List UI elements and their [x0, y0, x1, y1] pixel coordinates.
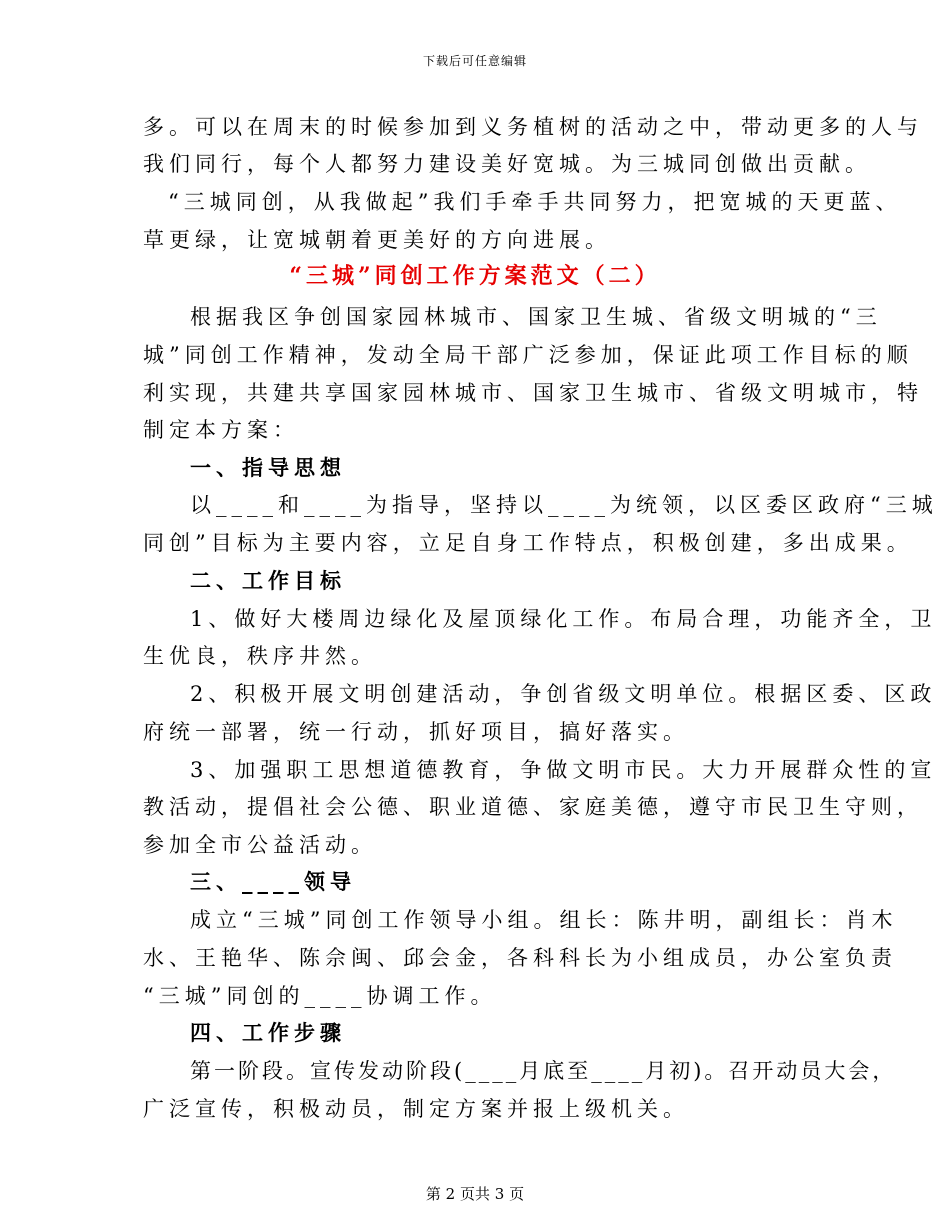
body-line: 利实现，共建共享国家园林城市、国家卫生城市、省级文明城市，特 [143, 381, 923, 405]
body-line: 多。可以在周末的时候参加到义务植树的活动之中，带动更多的人与 [143, 115, 923, 139]
body-line: 城”同创工作精神，发动全局干部广泛参加，保证此项工作目标的顺 [143, 343, 913, 367]
body-line: 同创”目标为主要内容，立足自身工作特点，积极创建，多出成果。 [143, 531, 913, 555]
body-line: 第一阶段。宣传发动阶段(____月底至____月初)。召开动员大会， [190, 1059, 897, 1083]
body-line: 府统一部署，统一行动，抓好项目，搞好落实。 [143, 720, 689, 744]
body-line: 3、加强职工思想道德教育，争做文明市民。大力开展群众性的宣 [190, 758, 937, 782]
body-line: 我们同行，每个人都努力建设美好宽城。为三城同创做出贡献。 [143, 152, 871, 176]
page-header-note: 下载后可任意编辑 [422, 54, 527, 68]
body-line: 成立“三城”同创工作领导小组。组长：陈井明，副组长：肖木 [190, 908, 898, 932]
body-line: 1、做好大楼周边绿化及屋顶绿化工作。布局合理，功能齐全，卫 [190, 607, 937, 631]
section-title: “三城”同创工作方案范文（二） [289, 263, 661, 289]
body-line: 2、积极开展文明创建活动，争创省级文明单位。根据区委、区政 [190, 682, 937, 706]
body-line: “三城”同创的____协调工作。 [143, 984, 497, 1008]
body-line: 草更绿，让宽城朝着更美好的方向进展。 [143, 228, 611, 252]
body-line: 广泛宣传，积极动员，制定方案并报上级机关。 [143, 1097, 689, 1121]
body-line: 教活动，提倡社会公德、职业道德、家庭美德，遵守市民卫生守则， [143, 795, 923, 819]
heading-work-steps: 四、工作步骤 [190, 1021, 346, 1045]
heading-leadership: 三、____领导 [190, 870, 356, 894]
body-line: 以____和____为指导，坚持以____为统领，以区委区政府“三城 [190, 493, 938, 517]
heading-guiding-ideology: 一、指导思想 [190, 456, 346, 480]
body-line: “三城同创，从我做起”我们手牵手共同努力，把宽城的天更蓝、 [168, 190, 902, 214]
body-line: 根据我区争创国家园林城市、国家卫生城、省级文明城的“三 [190, 305, 882, 329]
body-line: 制定本方案： [143, 418, 299, 442]
heading-work-goals: 二、工作目标 [190, 569, 346, 593]
page-number: 第 2 页共 3 页 [425, 1185, 525, 1203]
body-line: 参加全市公益活动。 [143, 833, 377, 857]
body-line: 生优良，秩序井然。 [143, 644, 377, 668]
body-line: 水、王艳华、陈佘闽、邱会金，各科科长为小组成员，办公室负责 [143, 946, 897, 970]
